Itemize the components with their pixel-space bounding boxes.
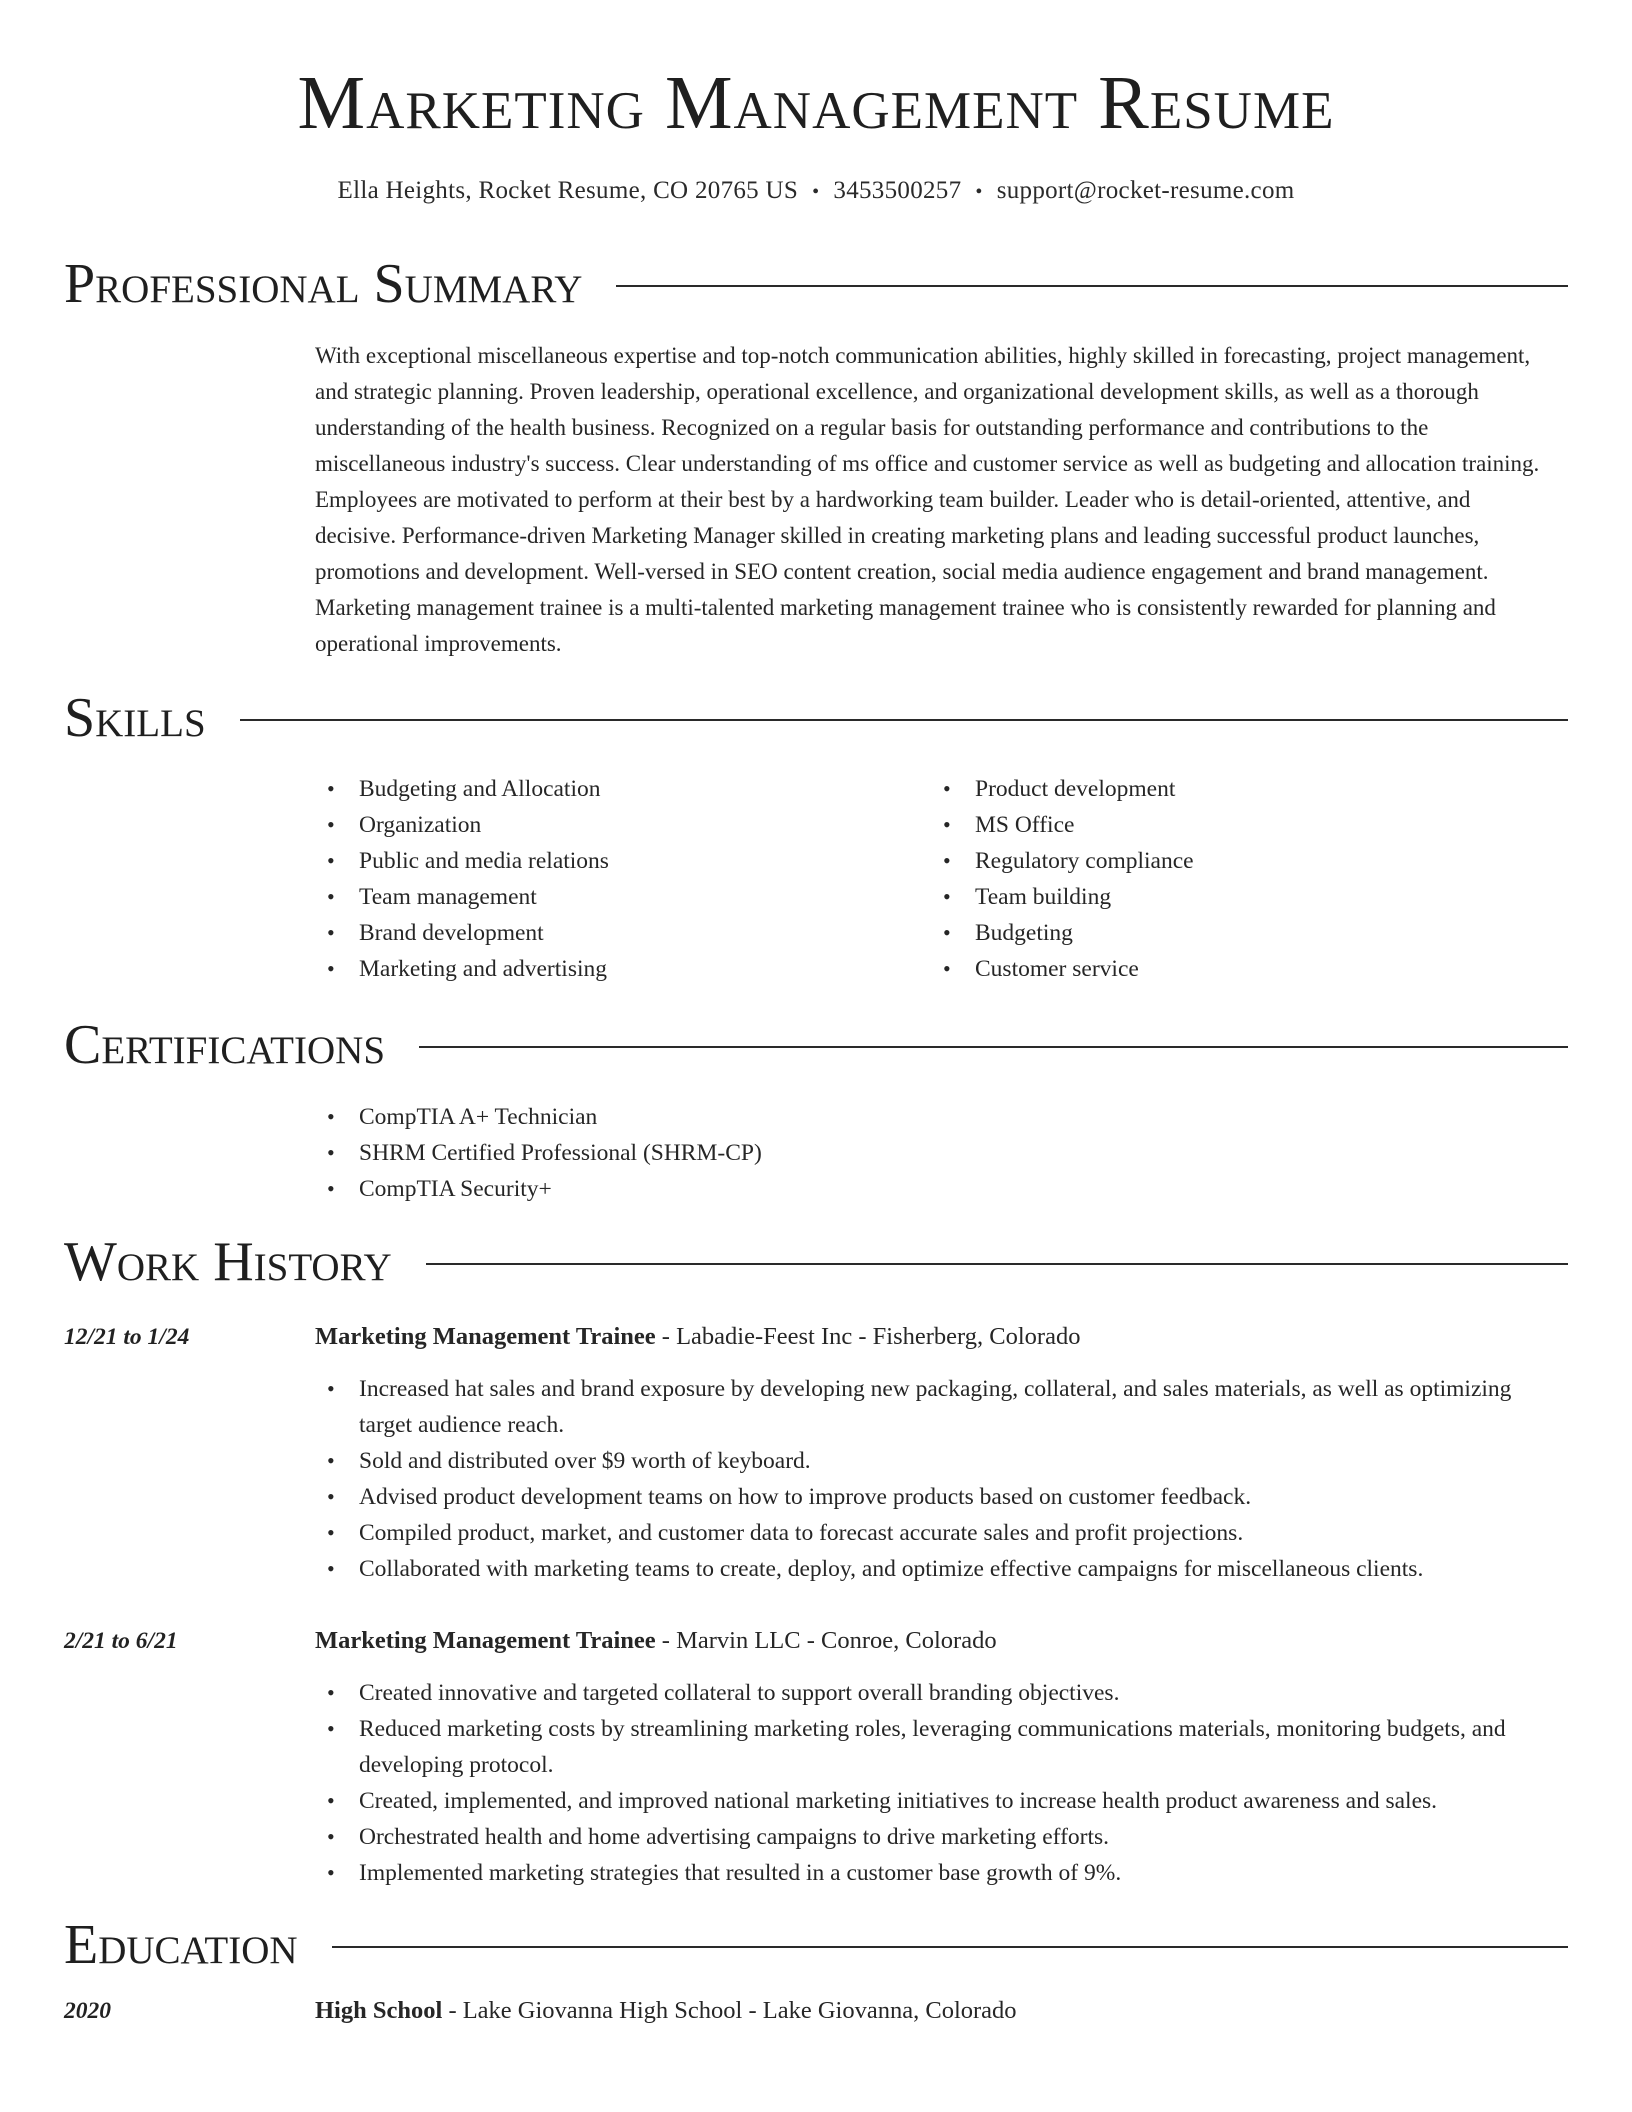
job-employer: - Labadie-Feest Inc - Fisherberg, Colorado bbox=[655, 1323, 1081, 1350]
job-title-line bbox=[315, 1319, 1568, 1355]
job-dates: 12/21 to 1/24 bbox=[64, 1324, 190, 1350]
skill-item: • Team building bbox=[931, 879, 1531, 915]
education-year: 2020 bbox=[64, 1998, 111, 2024]
contact-separator: • bbox=[812, 181, 820, 203]
certification-item: • CompTIA Security+ bbox=[315, 1171, 1215, 1207]
skill-item: • MS Office bbox=[931, 807, 1531, 843]
skill-item: • Regulatory compliance bbox=[931, 843, 1531, 879]
contact-line bbox=[0, 175, 1632, 208]
job-bullet: • Advised product development teams on how to improve products based on customer feedback. bbox=[315, 1479, 1568, 1515]
job-bullet: • Compiled product, market, and customer data to forecast accurate sales and profit projections. bbox=[315, 1515, 1568, 1551]
contact-email: support@rocket-resume.com bbox=[996, 177, 1295, 204]
section-divider bbox=[332, 1946, 1568, 1948]
certification-item: • CompTIA A+ Technician bbox=[315, 1099, 1215, 1135]
skill-item: • Marketing and advertising bbox=[315, 951, 915, 987]
contact-address: Ella Heights, Rocket Resume, CO 20765 US bbox=[337, 177, 799, 204]
skills-list-right bbox=[931, 771, 1531, 987]
skill-item: • Product development bbox=[931, 771, 1531, 807]
job-bullet: • Implemented marketing strategies that resulted in a customer base growth of 9%. bbox=[315, 1855, 1568, 1891]
job-bullet: • Collaborated with marketing teams to create, deploy, and optimize effective campaigns for miscellaneous clients. bbox=[315, 1551, 1568, 1587]
job-bullets bbox=[315, 1675, 1568, 1891]
job-title: Marketing Management Trainee bbox=[315, 1323, 656, 1350]
job-bullet: • Sold and distributed over $9 worth of keyboard. bbox=[315, 1443, 1568, 1479]
education-line bbox=[315, 1993, 1568, 2029]
summary-heading: Professional Summary bbox=[64, 253, 583, 315]
job-title: Marketing Management Trainee bbox=[315, 1627, 656, 1654]
contact-separator: • bbox=[975, 181, 983, 203]
certifications-heading: Certifications bbox=[64, 1014, 386, 1076]
job-dates: 2/21 to 6/21 bbox=[64, 1628, 178, 1654]
job-bullet: • Orchestrated health and home advertising campaigns to drive marketing efforts. bbox=[315, 1819, 1568, 1855]
skill-item: • Brand development bbox=[315, 915, 915, 951]
job-bullet: • Created, implemented, and improved national marketing initiatives to increase health product awareness and sales. bbox=[315, 1783, 1568, 1819]
certification-item: • SHRM Certified Professional (SHRM-CP) bbox=[315, 1135, 1215, 1171]
summary-text: With exceptional miscellaneous expertise and top-notch communication abilities, highly skilled in forecasting, project management, and strategic planning. Proven leadership, operational excellence, and organizational development skills, as well as a thorough understanding of the health business. Recognized on a regular basis for outstanding performance and contributions to the miscellaneous industry's success. Clear understanding of ms office and customer service as well as budgeting and allocation training. Employees are motivated to perform at their best by a hardworking team builder. Leader who is detail-oriented, attentive, and decisive. Performance-driven Marketing Manager skilled in creating marketing plans and leading successful product launches, promotions and development. Well-versed in SEO content creation, social media audience engagement and brand management. Marketing management trainee is a multi-talented marketing management trainee who is consistently rewarded for planning and operational improvements. bbox=[315, 343, 1540, 656]
education-section-header bbox=[64, 1913, 1568, 1977]
job-employer: - Marvin LLC - Conroe, Colorado bbox=[655, 1627, 997, 1654]
skills-heading: Skills bbox=[64, 687, 206, 749]
section-divider bbox=[426, 1263, 1568, 1265]
resume-title: Marketing Management Resume bbox=[297, 61, 1335, 145]
certifications-list bbox=[315, 1099, 1215, 1207]
summary-section-header bbox=[64, 252, 1568, 316]
skill-item: • Organization bbox=[315, 807, 915, 843]
contact-phone: 3453500257 bbox=[833, 177, 962, 204]
skills-list-left bbox=[315, 771, 915, 987]
job-bullets bbox=[315, 1371, 1568, 1587]
job-bullet: • Increased hat sales and brand exposure by developing new packaging, collateral, and sales materials, as well as optimizing target audience reach. bbox=[315, 1371, 1568, 1443]
skill-item: • Budgeting bbox=[931, 915, 1531, 951]
work-section-header bbox=[64, 1230, 1568, 1294]
certifications-section-header bbox=[64, 1013, 1568, 1077]
job-title-line bbox=[315, 1623, 1568, 1659]
skill-item: • Public and media relations bbox=[315, 843, 915, 879]
skill-item: • Customer service bbox=[931, 951, 1531, 987]
job-bullet: • Created innovative and targeted collateral to support overall branding objectives. bbox=[315, 1675, 1568, 1711]
job-bullet: • Reduced marketing costs by streamlining marketing roles, leveraging communications materials, monitoring budgets, and developing protocol. bbox=[315, 1711, 1568, 1783]
skills-section-header bbox=[64, 686, 1568, 750]
skill-item: • Team management bbox=[315, 879, 915, 915]
skill-item: • Budgeting and Allocation bbox=[315, 771, 915, 807]
education-school: - Lake Giovanna High School - Lake Giovanna, Colorado bbox=[442, 1997, 1017, 2024]
section-divider bbox=[240, 719, 1568, 721]
section-divider bbox=[419, 1046, 1568, 1048]
education-heading: Education bbox=[64, 1914, 298, 1976]
work-heading: Work History bbox=[64, 1231, 392, 1293]
section-divider bbox=[616, 285, 1568, 287]
education-degree: High School bbox=[315, 1997, 443, 2024]
